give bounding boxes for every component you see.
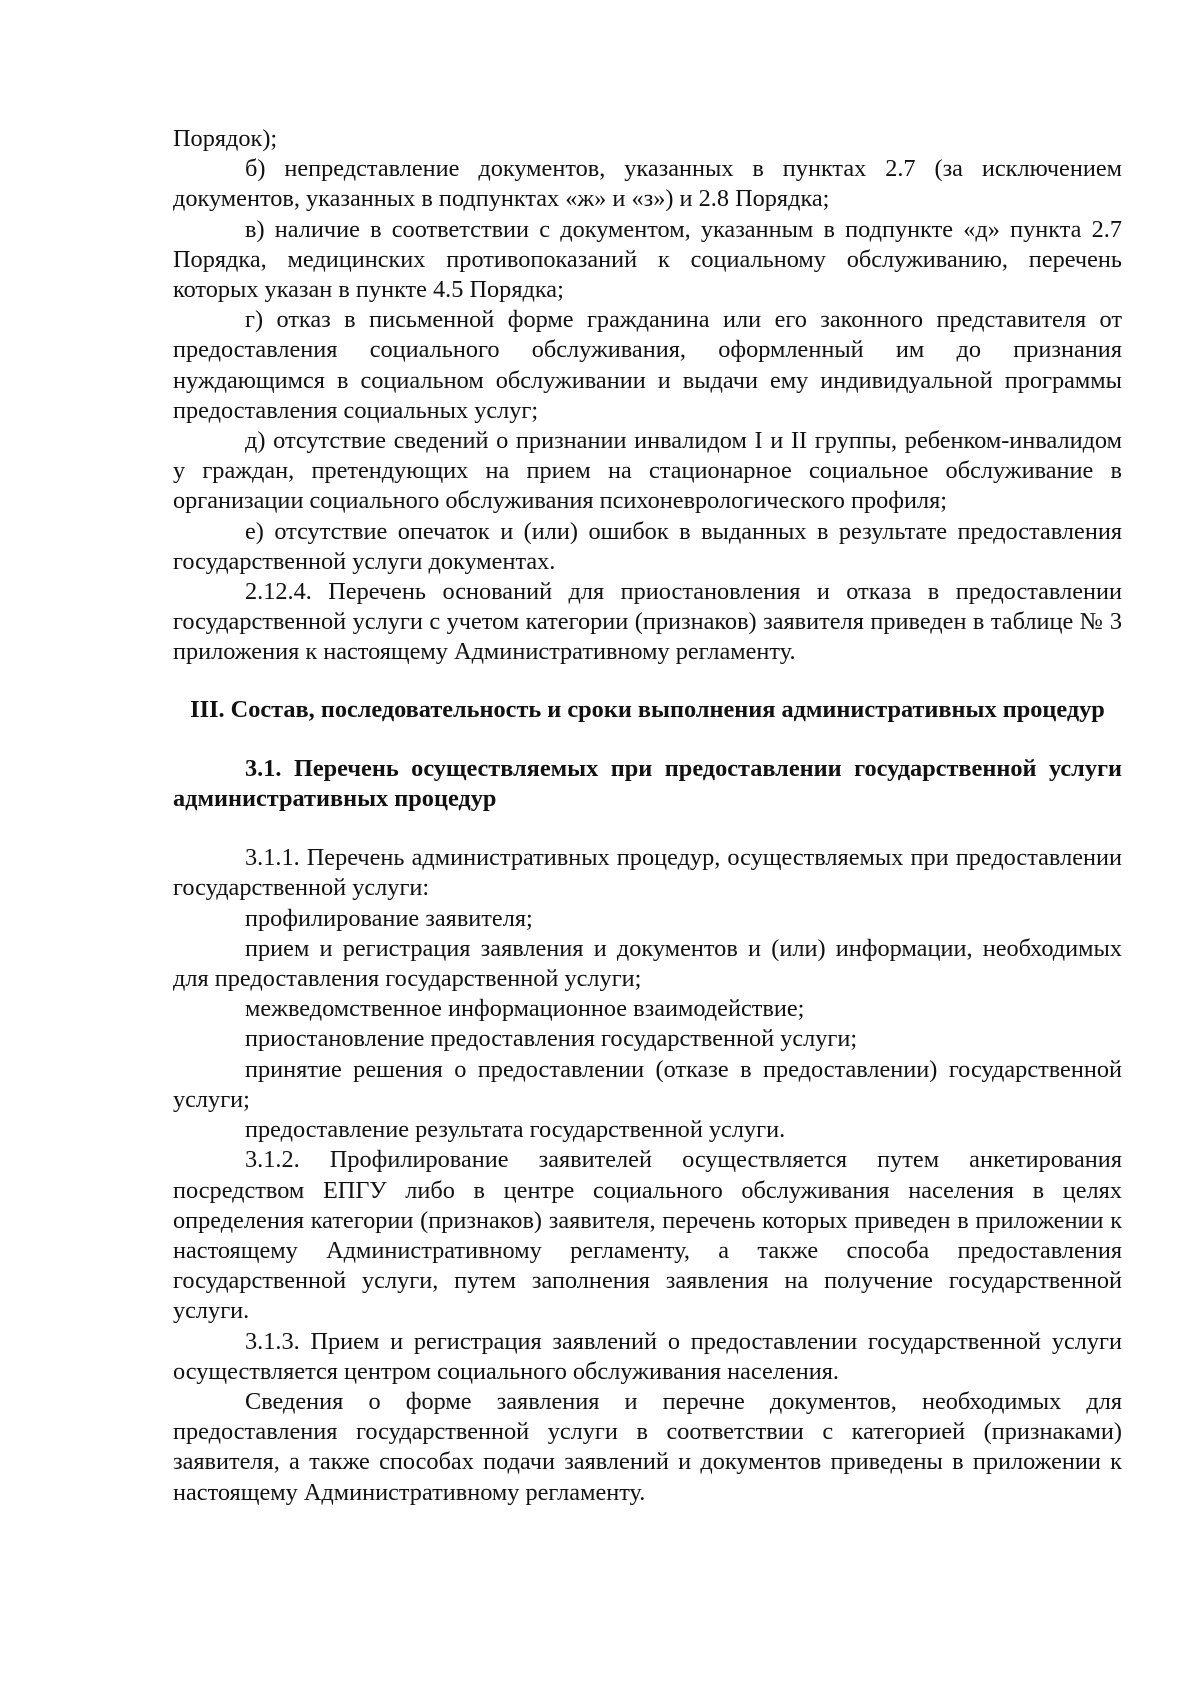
list-item-profiling: профилирование заявителя; (245, 904, 533, 932)
list-item-suspension: приостановление предоставления государственной услуги; (245, 1025, 858, 1053)
paragraph-item-b: б) непредставление документов, указанных в пунктах 2.7 (за исключением документов, указанных в подпунктах «ж» и «з») и 2.8 Порядка; (173, 155, 1122, 213)
list-item-reception: прием и регистрация заявления и документов и (или) информации, необходимых для предоставления государственной услуги; (173, 934, 1122, 993)
paragraph-form-info: Сведения о форме заявления и перечне документов, необходимых для предоставления государственной услуги в соответствии с категорией (признаками) заявителя, а также способах подачи заявлений и документов приведены в приложении к настоящему Административному регламенту. (173, 1387, 1122, 1506)
paragraph-item-d: д) отсутствие сведений о признании инвалидом I и II группы, ребенком-инвалидом у граждан, претендующих на прием на стационарное социальное обслуживание в организации социального обслуживания психоневрологического профиля; (173, 427, 1122, 515)
paragraph-item-e: е) отсутствие опечаток и (или) ошибок в выданных в результате предоставления государственной услуги документах. (173, 517, 1122, 575)
list-item-result: предоставление результата государственной услуги. (245, 1116, 786, 1144)
paragraph-item-g: г) отказ в письменной форме гражданина или его законного представителя от предоставления социального обслуживания, оформленный им до признания нуждающимся в социальном обслуживании и выдачи ему индивидуальной программы предоставления социальных услуг; (173, 306, 1122, 424)
paragraph-3-1-1: 3.1.1. Перечень административных процедур, осуществляемых при предоставлении государственной услуги: (173, 844, 1122, 902)
paragraph-3-1-3: 3.1.3. Прием и регистрация заявлений о предоставлении государственной услуги осуществляется центром социального обслуживания населения. (173, 1327, 1122, 1385)
list-item-interagency: межведомственное информационное взаимодействие; (245, 995, 805, 1023)
paragraph-item-v: в) наличие в соответствии с документом, указанным в подпункте «д» пункта 2.7 Порядка, медицинских противопоказаний к социальному обслуживанию, перечень которых указан в пункте 4.5 Порядка; (173, 215, 1122, 304)
paragraph-2-12-4: 2.12.4. Перечень оснований для приостановления и отказа в предоставлении государственной услуги с учетом категории (признаков) заявителя приведен в таблице № 3 приложения к настоящему Административному регламенту. (173, 578, 1122, 666)
paragraph-continuation: Порядок); (173, 125, 278, 152)
subsection-heading: 3.1. Перечень осуществляемых при предоставлении государственной услуги административных процедур (173, 754, 1122, 813)
list-item-decision: принятие решения о предоставлении (отказе в предоставлении) государственной услуги; (173, 1055, 1122, 1113)
paragraph-3-1-2: 3.1.2. Профилирование заявителей осуществляется путем анкетирования посредством ЕПГУ либо в центре социального обслуживания населения в целях определения категории (признаков) заявителя, перечень которых приведен в приложении к настоящему Административному регламенту, а также способа предоставления государственной услуги, путем заполнения заявления на получение государственной услуги. (173, 1146, 1122, 1325)
document-page (173, 124, 1122, 1508)
section-heading: III. Состав, последовательность и сроки выполнения административных процедур (190, 695, 1105, 723)
